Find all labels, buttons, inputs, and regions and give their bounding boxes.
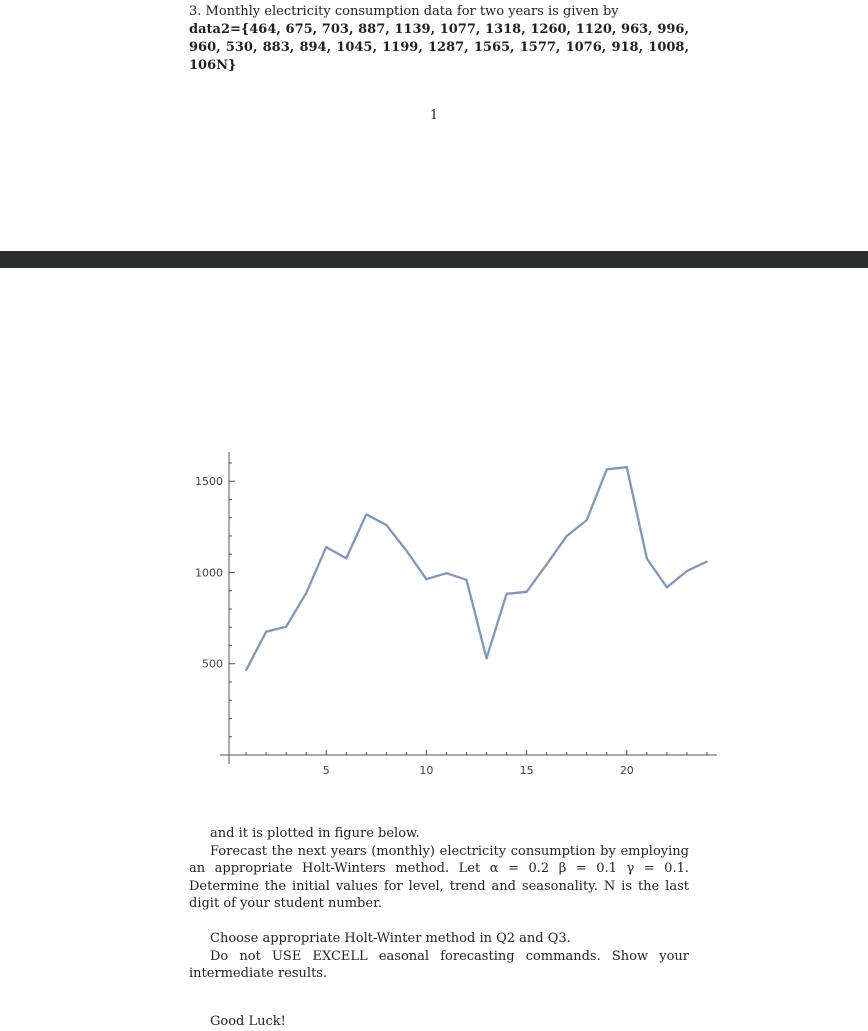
data-point-12	[466, 579, 468, 581]
page-number: 1	[429, 108, 439, 123]
data-point-5	[325, 546, 327, 548]
data-point-13	[486, 657, 488, 659]
data-point-6	[345, 558, 347, 560]
chart-series	[245, 466, 708, 671]
y-tick-label-1000: 1000	[195, 566, 223, 580]
paragraph-choose: Choose appropriate Holt-Winter method in Q2 and Q3.	[210, 931, 571, 946]
problem-statement	[189, 3, 689, 75]
data-point-7	[365, 514, 367, 516]
paragraph-no-excel: Do not USE EXCELL easonal forecasting commands. Show your intermediate results.	[189, 948, 689, 981]
data-point-3	[285, 626, 287, 628]
data-array: data2={464, 675, 703, 887, 1139, 1077, 1318, 1260, 1120, 963, 996, 960, 530, 883, 894, 1045, 1199, 1287, 1565, 1577, 1076, 918, 1008, 106N}	[189, 22, 689, 73]
paragraph-method	[189, 930, 689, 983]
data-point-14	[506, 593, 508, 595]
page-top	[0, 0, 868, 251]
chart-tick-labels	[195, 475, 634, 776]
data-point-10	[426, 578, 428, 580]
data-point-20	[626, 466, 628, 468]
data-point-16	[546, 563, 548, 565]
problem-intro: 3. Monthly electricity consumption data for two years is given by	[189, 4, 619, 19]
series-line-0	[246, 467, 707, 670]
paragraph-intro: and it is plotted in figure below.	[210, 826, 420, 841]
y-tick-label-1500: 1500	[195, 475, 223, 489]
data-point-2	[265, 631, 267, 633]
data-point-19	[606, 468, 608, 470]
x-tick-label-20: 20	[619, 764, 634, 776]
page-divider	[0, 251, 868, 268]
data-point-4	[305, 592, 307, 594]
paragraph-forecast: Forecast the next years (monthly) electricity consumption by employing an appropriate Holt-Winters method. Let α = 0.2 β = 0.1 γ = 0.1. Determine the initial values for level, trend and seasonality. N is the last digit of your student number.	[189, 843, 689, 911]
y-tick-label-500: 500	[202, 657, 223, 671]
x-tick-label-15: 15	[519, 764, 534, 776]
x-tick-label-5: 5	[322, 764, 330, 776]
data-point-11	[446, 572, 448, 574]
good-luck-text: Good Luck!	[210, 1014, 286, 1029]
x-tick-label-10: 10	[419, 764, 434, 776]
data-point-9	[405, 550, 407, 552]
data-point-22	[666, 587, 668, 589]
data-point-18	[586, 519, 588, 521]
consumption-line-chart	[180, 446, 725, 776]
data-point-24	[706, 561, 708, 563]
data-point-15	[526, 591, 528, 593]
data-point-23	[686, 570, 688, 572]
data-point-1	[245, 669, 247, 671]
paragraph-instructions	[189, 825, 689, 913]
chart-axes	[220, 452, 717, 764]
data-point-17	[566, 535, 568, 537]
data-point-8	[385, 524, 387, 526]
paragraph-closing	[189, 1013, 689, 1031]
data-point-21	[646, 558, 648, 560]
